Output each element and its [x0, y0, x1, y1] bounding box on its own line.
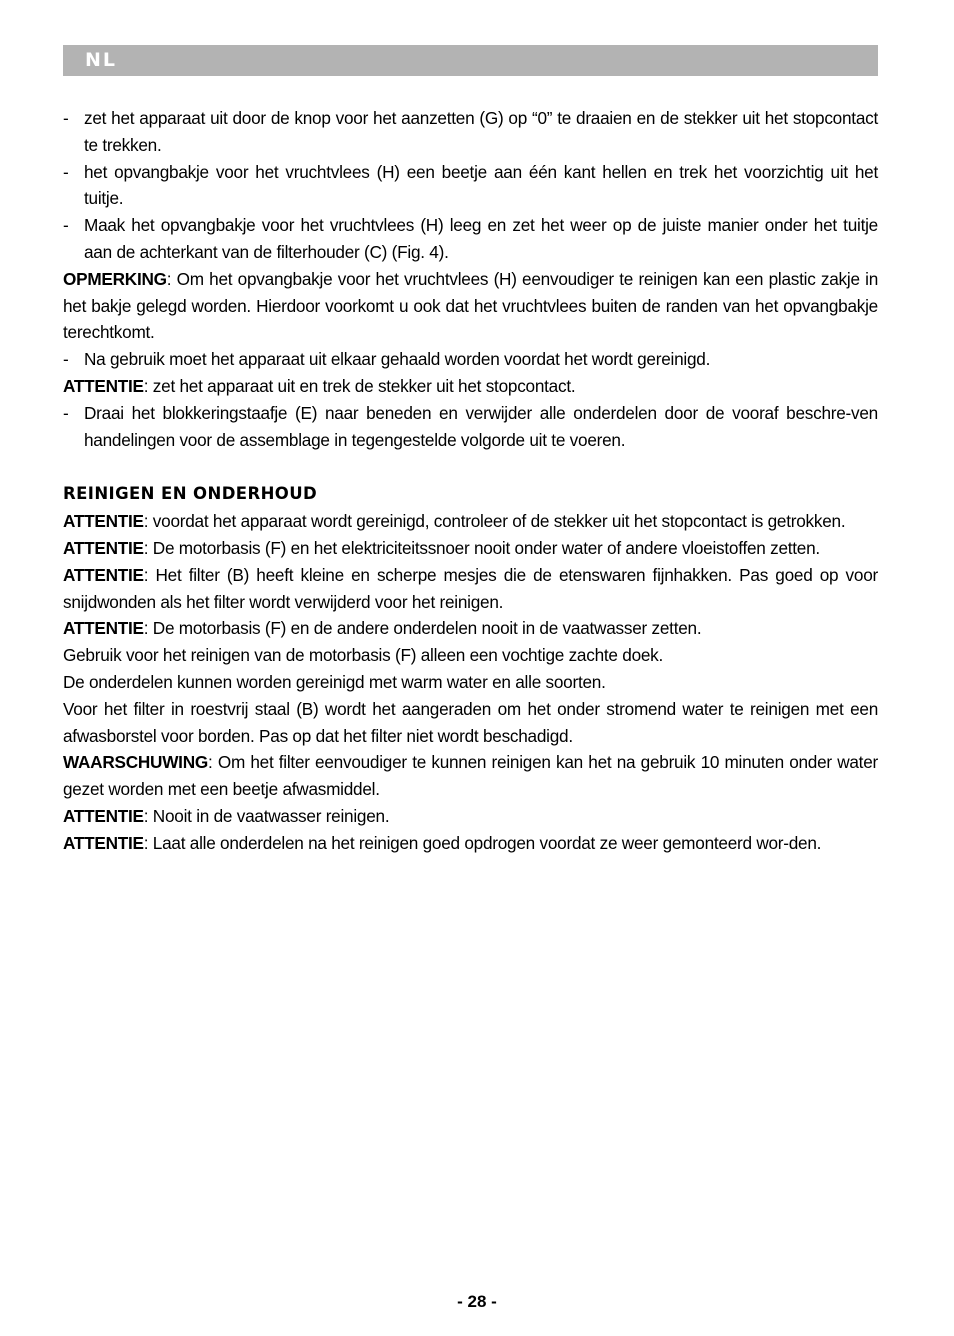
- list-item-text: Maak het opvangbakje voor het vruchtvlees (H) leeg en zet het weer op de juiste manier onder het tuitje aan de achterkant van de filterhouder (C) (Fig. 4).: [84, 215, 878, 262]
- attention-label: ATTENTIE: [63, 618, 144, 639]
- list-item: [63, 400, 878, 454]
- attention-text: : Nooit in de vaatwasser reinigen.: [143, 805, 390, 826]
- list-item: [63, 212, 878, 266]
- page-content: [63, 105, 878, 857]
- attention-label: ATTENTIE: [63, 564, 144, 585]
- attention-label: ATTENTIE: [63, 375, 144, 396]
- attention-paragraph: [63, 615, 878, 642]
- bullet-dash: -: [63, 215, 69, 236]
- warning-text: : Om het filter eenvoudiger te kunnen reinigen kan het na gebruik 10 minuten onder water gezet worden met een beetje afwasmiddel.: [63, 752, 878, 800]
- bullet-dash: -: [63, 108, 69, 128]
- list-item-text: Na gebruik moet het apparaat uit elkaar gehaald worden voordat het wordt gereinigd.: [84, 349, 711, 370]
- warning-paragraph: [63, 749, 878, 803]
- list-item: [63, 159, 878, 213]
- list-item: [63, 346, 878, 373]
- attention-label: ATTENTIE: [63, 832, 144, 853]
- body-paragraph: Voor het filter in roestvrij staal (B) wordt het aangeraden om het onder stromend water te reinigen met een afwasborstel voor borden. Pas op dat het filter niet wordt beschadigd.: [63, 698, 878, 746]
- body-paragraph: De onderdelen kunnen worden gereinigd met warm water en alle soorten.: [63, 671, 606, 692]
- attention-label: ATTENTIE: [63, 511, 144, 532]
- attention-text: : Laat alle onderdelen na het reinigen goed opdrogen voordat ze weer gemonteerd wor-den.: [143, 832, 822, 853]
- attention-text: : voordat het apparaat wordt gereinigd, controleer of de stekker uit het stopcontact is getrokken.: [143, 511, 846, 532]
- list-item-text: Draai het blokkeringstaafje (E) naar beneden en verwijder alle onderdelen door de vooraf beschre-ven handelingen voor de assemblage in tegengestelde volgorde uit te voeren.: [84, 402, 878, 450]
- list-item: [63, 105, 878, 159]
- language-label: NL: [85, 49, 118, 71]
- language-header-bar: [63, 45, 878, 76]
- page-number: - 28 -: [457, 1292, 497, 1311]
- bullet-dash: -: [63, 349, 69, 370]
- attention-label: ATTENTIE: [63, 805, 144, 826]
- bullet-dash: -: [63, 161, 69, 182]
- attention-text: : De motorbasis (F) en het elektriciteitssnoer nooit onder water of andere vloeistoffen zetten.: [143, 537, 820, 558]
- attention-paragraph: [63, 508, 878, 535]
- bullet-dash: -: [63, 402, 69, 423]
- note-paragraph: [63, 266, 878, 346]
- attention-paragraph: [63, 373, 878, 400]
- attention-text: : De motorbasis (F) en de andere onderdelen nooit in de vaatwasser zetten.: [143, 618, 702, 639]
- note-label: OPMERKING: [63, 268, 167, 289]
- attention-paragraph: [63, 803, 878, 830]
- warning-label: WAARSCHUWING: [63, 752, 208, 773]
- section-heading: REINIGEN EN ONDERHOUD: [63, 484, 318, 504]
- attention-paragraph: [63, 535, 878, 562]
- note-text: : Om het opvangbakje voor het vruchtvlees (H) eenvoudiger te reinigen kan een plastic zakje in het bakje gelegd worden. Hierdoor voorkomt u ook dat het vruchtvlees buiten de randen van het opvangbakje terechtkomt.: [63, 268, 878, 343]
- attention-label: ATTENTIE: [63, 537, 144, 558]
- attention-paragraph: [63, 562, 878, 616]
- attention-text: : Het filter (B) heeft kleine en scherpe mesjes die de etenswaren fijnhakken. Pas goed op voor snijdwonden als het filter wordt verwijderd voor het reinigen.: [63, 564, 878, 612]
- list-item-text: zet het apparaat uit door de knop voor het aanzetten (G) op “0” te draaien en de stekker uit het stopcontact te trekken.: [84, 108, 878, 155]
- body-paragraph: Gebruik voor het reinigen van de motorbasis (F) alleen een vochtige zachte doek.: [63, 645, 664, 666]
- list-item-text: het opvangbakje voor het vruchtvlees (H) een beetje aan één kant hellen en trek het voorzichtig uit het tuitje.: [84, 161, 878, 209]
- attention-paragraph: [63, 830, 878, 857]
- attention-text: : zet het apparaat uit en trek de stekker uit het stopcontact.: [143, 375, 576, 396]
